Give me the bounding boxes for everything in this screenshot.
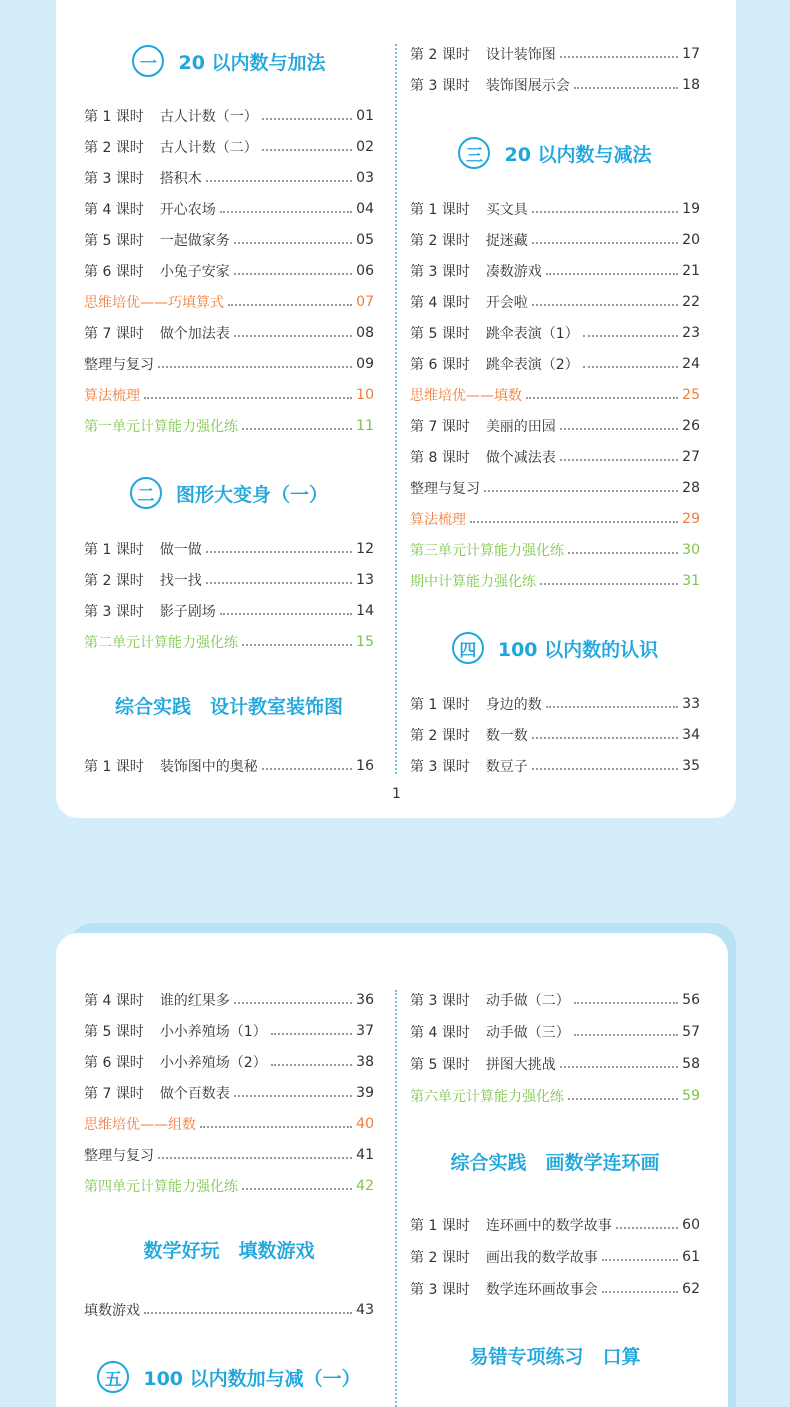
entry-title: 填数游戏 [84, 1303, 140, 1319]
entry-page-number: 43 [356, 1302, 374, 1318]
lesson-number: 第 1 课时 [410, 202, 470, 218]
entry-page-number: 28 [682, 480, 700, 496]
unit-number-badge: 二 [130, 477, 162, 509]
lesson-number: 第 5 课时 [84, 1024, 144, 1040]
page-number: 1 [392, 786, 401, 802]
lesson-number: 第 2 课时 [410, 233, 470, 249]
toc-entry[interactable] [410, 1086, 700, 1106]
entry-title: 凑数游戏 [485, 264, 542, 280]
lesson-number: 第 6 课时 [84, 1055, 144, 1071]
entry-title: 第一单元计算能力强化练 [84, 419, 238, 435]
dot-leader [271, 1064, 352, 1066]
toc-entry[interactable] [410, 1247, 700, 1267]
toc-entry[interactable] [84, 1021, 374, 1041]
entry-page-number: 16 [356, 758, 374, 774]
entry-page-number: 39 [356, 1085, 374, 1101]
entry-title: 算法梳理 [84, 388, 140, 404]
entry-title: 找一找 [159, 573, 202, 589]
toc-entry[interactable] [84, 1114, 374, 1134]
entry-page-number: 23 [682, 325, 700, 341]
page1-column-divider [395, 44, 397, 774]
entry-title: 捉迷藏 [485, 233, 528, 249]
entry-page-number: 10 [356, 387, 374, 403]
entry-title: 做个加法表 [159, 326, 230, 342]
entry-page-number: 62 [682, 1281, 700, 1297]
entry-title: 数豆子 [485, 759, 528, 775]
section-heading [84, 1232, 374, 1266]
entry-page-number: 42 [356, 1178, 374, 1194]
entry-page-number: 33 [682, 696, 700, 712]
entry-page-number: 15 [356, 634, 374, 650]
toc-entry[interactable] [410, 1215, 700, 1235]
lesson-number: 第 1 课时 [84, 542, 144, 558]
entry-title: 小兔子安家 [159, 264, 230, 280]
toc-entry[interactable] [84, 990, 374, 1010]
section-title: 20 以内数与减法 [504, 143, 652, 166]
entry-title: 数学连环画故事会 [485, 1282, 598, 1298]
lesson-number: 第 3 课时 [410, 1282, 470, 1298]
entry-title: 古人计数（二） [159, 140, 258, 156]
lesson-number: 第 3 课时 [410, 78, 470, 94]
dot-leader [144, 1312, 352, 1314]
toc-entry[interactable] [84, 1145, 374, 1165]
toc-entry[interactable] [84, 1083, 374, 1103]
dot-leader [234, 1002, 352, 1004]
entry-page-number: 27 [682, 449, 700, 465]
unit-number-badge: 五 [97, 1361, 129, 1393]
dot-leader [200, 1126, 352, 1128]
entry-page-number: 57 [682, 1024, 700, 1040]
lesson-number: 第 2 课时 [84, 573, 144, 589]
entry-title: 思维培优——填数 [410, 388, 522, 404]
entry-title: 整理与复习 [84, 1148, 154, 1164]
lesson-number: 第 3 课时 [410, 264, 470, 280]
entry-title: 跳伞表演（1） [485, 326, 579, 342]
entry-title: 小小养殖场（1） [159, 1024, 267, 1040]
entry-page-number: 24 [682, 356, 700, 372]
entry-title: 买文具 [485, 202, 528, 218]
dot-leader [574, 1034, 678, 1036]
entry-page-number: 30 [682, 542, 700, 558]
dot-leader [602, 1259, 678, 1261]
entry-title: 古人计数（一） [159, 109, 258, 125]
lesson-number: 第 2 课时 [410, 728, 470, 744]
entry-title: 第二单元计算能力强化练 [84, 635, 238, 651]
entry-page-number: 38 [356, 1054, 374, 1070]
dot-leader [616, 1227, 678, 1229]
entry-title: 设计装饰图 [485, 47, 556, 63]
lesson-number: 第 4 课时 [410, 295, 470, 311]
lesson-number: 第 3 课时 [410, 759, 470, 775]
entry-title: 美丽的田园 [485, 419, 556, 435]
toc-entry[interactable] [410, 1279, 700, 1299]
entry-page-number: 02 [356, 139, 374, 155]
entry-title: 数一数 [485, 728, 528, 744]
entry-title: 搭积木 [159, 171, 202, 187]
toc-entry[interactable] [84, 1052, 374, 1072]
entry-title: 做一做 [159, 542, 202, 558]
entry-title: 思维培优——巧填算式 [84, 295, 224, 311]
lesson-number: 第 2 课时 [410, 1250, 470, 1266]
unit-number-badge: 一 [132, 45, 164, 77]
entry-title: 一起做家务 [159, 233, 230, 249]
entry-page-number: 29 [682, 511, 700, 527]
entry-page-number: 36 [356, 992, 374, 1008]
entry-title: 第三单元计算能力强化练 [410, 543, 564, 559]
entry-page-number: 56 [682, 992, 700, 1008]
entry-title: 思维培优——组数 [84, 1117, 196, 1133]
section-title: 20 以内数与加法 [178, 51, 326, 74]
entry-page-number: 17 [682, 46, 700, 62]
entry-title: 画出我的数学故事 [485, 1250, 598, 1266]
page2-column-divider [395, 990, 397, 1407]
lesson-number: 第 1 课时 [410, 1218, 470, 1234]
lesson-number: 第 8 课时 [410, 450, 470, 466]
entry-title: 做个百数表 [159, 1086, 230, 1102]
lesson-number: 第 4 课时 [84, 202, 144, 218]
entry-title: 谁的红果多 [159, 993, 230, 1009]
entry-title: 拼图大挑战 [485, 1057, 556, 1073]
entry-title: 整理与复习 [84, 357, 154, 373]
entry-page-number: 22 [682, 294, 700, 310]
lesson-number: 第 7 课时 [84, 1086, 144, 1102]
page2-right-column [410, 0, 700, 1407]
toc-entry[interactable] [410, 1022, 700, 1042]
entry-title: 跳伞表演（2） [485, 357, 579, 373]
toc-entry[interactable] [84, 1176, 374, 1196]
dot-leader [242, 1188, 352, 1190]
entry-page-number: 11 [356, 418, 374, 434]
entry-page-number: 26 [682, 418, 700, 434]
section-title: 综合实践 画数学连环画 [450, 1151, 660, 1174]
entry-page-number: 34 [682, 727, 700, 743]
entry-page-number: 25 [682, 387, 700, 403]
entry-page-number: 06 [356, 263, 374, 279]
lesson-number: 第 6 课时 [410, 357, 470, 373]
section-title: 图形大变身（一） [175, 483, 328, 506]
lesson-number: 第 7 课时 [410, 419, 470, 435]
entry-page-number: 37 [356, 1023, 374, 1039]
entry-page-number: 03 [356, 170, 374, 186]
entry-title: 小小养殖场（2） [159, 1055, 267, 1071]
unit-number-badge: 三 [458, 137, 490, 169]
entry-page-number: 58 [682, 1056, 700, 1072]
entry-title: 开心农场 [159, 202, 216, 218]
entry-page-number: 59 [682, 1088, 700, 1104]
entry-page-number: 09 [356, 356, 374, 372]
entry-title: 第四单元计算能力强化练 [84, 1179, 238, 1195]
entry-title: 连环画中的数学故事 [485, 1218, 612, 1234]
toc-entry[interactable] [410, 1054, 700, 1074]
entry-page-number: 31 [682, 573, 700, 589]
unit-number-badge: 四 [452, 632, 484, 664]
entry-page-number: 41 [356, 1147, 374, 1163]
entry-title: 算法梳理 [410, 512, 466, 528]
section-heading [84, 1360, 374, 1394]
lesson-number: 第 5 课时 [410, 1057, 470, 1073]
section-heading [410, 1338, 700, 1372]
entry-title: 做个减法表 [485, 450, 556, 466]
entry-page-number: 14 [356, 603, 374, 619]
section-heading [410, 1144, 700, 1178]
dot-leader [574, 1002, 678, 1004]
dot-leader [234, 1095, 352, 1097]
toc-entry[interactable] [84, 1300, 374, 1320]
toc-entry[interactable] [410, 990, 700, 1010]
section-title: 100 以内数的认识 [497, 638, 659, 661]
lesson-number: 第 5 课时 [84, 233, 144, 249]
page2-left-column [84, 0, 374, 1407]
lesson-number: 第 5 课时 [410, 326, 470, 342]
entry-page-number: 12 [356, 541, 374, 557]
lesson-number: 第 7 课时 [84, 326, 144, 342]
entry-page-number: 60 [682, 1217, 700, 1233]
lesson-number: 第 3 课时 [84, 171, 144, 187]
entry-page-number: 35 [682, 758, 700, 774]
entry-page-number: 04 [356, 201, 374, 217]
entry-page-number: 18 [682, 77, 700, 93]
entry-page-number: 05 [356, 232, 374, 248]
lesson-number: 第 6 课时 [84, 264, 144, 280]
section-title: 数学好玩 填数游戏 [143, 1239, 315, 1262]
entry-title: 期中计算能力强化练 [410, 574, 536, 590]
entry-title: 动手做（二） [485, 993, 570, 1009]
dot-leader [568, 1098, 678, 1100]
lesson-number: 第 1 课时 [84, 759, 144, 775]
lesson-number: 第 3 课时 [410, 993, 470, 1009]
entry-page-number: 21 [682, 263, 700, 279]
dot-leader [271, 1033, 352, 1035]
dot-leader [560, 1066, 678, 1068]
entry-page-number: 08 [356, 325, 374, 341]
lesson-number: 第 4 课时 [84, 993, 144, 1009]
entry-page-number: 07 [356, 294, 374, 310]
entry-title: 开会啦 [485, 295, 528, 311]
entry-page-number: 01 [356, 108, 374, 124]
entry-title: 身边的数 [485, 697, 542, 713]
entry-title: 装饰图中的奥秘 [159, 759, 258, 775]
entry-page-number: 13 [356, 572, 374, 588]
lesson-number: 第 3 课时 [84, 604, 144, 620]
lesson-number: 第 2 课时 [84, 140, 144, 156]
section-title: 易错专项练习 口算 [469, 1345, 641, 1368]
lesson-number: 第 2 课时 [410, 47, 470, 63]
entry-title: 整理与复习 [410, 481, 480, 497]
lesson-number: 第 1 课时 [410, 697, 470, 713]
lesson-number: 第 4 课时 [410, 1025, 470, 1041]
entry-title: 装饰图展示会 [485, 78, 570, 94]
section-title: 100 以内数加与减（一） [143, 1367, 361, 1390]
entry-title: 第六单元计算能力强化练 [410, 1089, 564, 1105]
section-title: 综合实践 设计教室装饰图 [114, 695, 343, 718]
entry-title: 影子剧场 [159, 604, 216, 620]
entry-title: 动手做（三） [485, 1025, 570, 1041]
dot-leader [602, 1291, 678, 1293]
entry-page-number: 61 [682, 1249, 700, 1265]
entry-page-number: 20 [682, 232, 700, 248]
lesson-number: 第 1 课时 [84, 109, 144, 125]
entry-page-number: 19 [682, 201, 700, 217]
dot-leader [158, 1157, 352, 1159]
entry-page-number: 40 [356, 1116, 374, 1132]
